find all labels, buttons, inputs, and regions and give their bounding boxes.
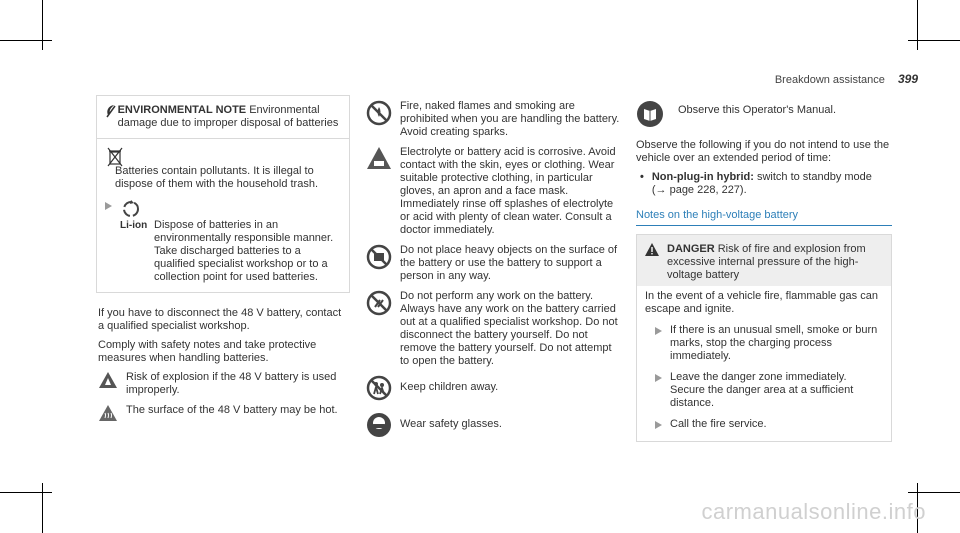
step-leave-zone: Leave the danger zone immediately. Secure the danger area at a sufficient distance. <box>670 371 854 409</box>
no-work-text: Do not perform any work on the battery. Always have any work on the battery carried out at a qualified specialist workshop. Do not disconnect the battery yourself. Do not remove the battery yourself. Do not attempt to open the battery. <box>400 290 618 367</box>
no-heavy-objects-icon <box>366 244 392 283</box>
page-header <box>775 72 918 86</box>
explosion-warning-icon <box>98 371 118 397</box>
column-left <box>96 95 350 433</box>
danger-warning-icon <box>645 243 659 282</box>
bullet-dot: • <box>640 171 644 183</box>
crop-mark <box>917 0 918 50</box>
danger-text: Risk of fire and explosion from excessive internal pressure of the high-voltage battery <box>667 243 866 281</box>
crop-mark <box>908 40 960 41</box>
crop-mark <box>0 40 52 41</box>
step-arrow-icon <box>655 327 662 335</box>
environment-icon <box>105 104 118 130</box>
safety-glasses-text: Wear safety glasses. <box>400 418 502 430</box>
keep-children-away-text: Keep children away. <box>400 381 499 393</box>
step-arrow-icon <box>655 374 662 382</box>
vehicle-fire-text: In the event of a vehicle fire, flammable gas can escape and ignite. <box>645 290 878 315</box>
corrosive-warning-icon <box>366 146 392 237</box>
safety-glasses-icon <box>366 412 392 442</box>
column-right <box>636 100 892 442</box>
operators-manual-icon <box>636 100 664 132</box>
li-ion-label: Li-ion <box>120 220 148 231</box>
crop-mark <box>42 0 43 50</box>
hot-surface-warning-icon <box>98 404 118 426</box>
crop-mark <box>908 492 960 493</box>
crop-mark <box>0 492 52 493</box>
env-note-text: Environmental damage due to improper disposal of batteries <box>117 104 339 129</box>
env-note-title: ENVIRONMENTAL NOTE <box>117 104 247 116</box>
bullet-arrow-icon <box>105 202 112 210</box>
batteries-pollutants-text: Batteries contain pollutants. It is illegal to dispose of them with the household trash. <box>115 165 319 190</box>
page-reference[interactable]: (→ page 228, 227). <box>651 184 747 196</box>
standby-text: switch to standby mode <box>756 171 872 183</box>
column-middle <box>366 100 622 449</box>
hot-surface-warning-text: The surface of the 48 V battery may be hot. <box>126 404 338 416</box>
no-fire-icon <box>366 100 392 139</box>
danger-box <box>636 234 892 442</box>
step-call-fire-service: Call the fire service. <box>670 418 767 430</box>
non-plug-in-hybrid-label: Non-plug-in hybrid: <box>651 171 754 183</box>
section-title-high-voltage: Notes on the high-voltage battery <box>636 209 892 226</box>
step-stop-charging: If there is an unusual smell, smoke or burn marks, stop the charging process immediately. <box>670 324 878 362</box>
environmental-note <box>96 95 350 293</box>
safety-paragraph: Comply with safety notes and take protective measures when handling batteries. <box>98 339 317 364</box>
crop-mark <box>42 483 43 533</box>
watermark: carmanualsonline.info <box>701 499 926 524</box>
section-name: Breakdown assistance <box>774 74 885 86</box>
danger-title: DANGER <box>667 243 715 255</box>
keep-children-away-icon <box>366 375 392 405</box>
no-heavy-objects-text: Do not place heavy objects on the surface of the battery or use the battery to support a person in any way. <box>400 244 618 282</box>
no-fire-text: Fire, naked flames and smoking are prohibited when you are handling the battery. Avoid creating sparks. <box>400 100 620 138</box>
explosion-warning-text: Risk of explosion if the 48 V battery is used improperly. <box>126 371 337 396</box>
dispose-text: Dispose of batteries in an environmentally responsible manner. Take discharged batteries to a qualified specialist workshop or to a collection point for used batteries. <box>154 219 334 283</box>
observe-following-text: Observe the following if you do not intend to use the vehicle over an extended period of time: <box>636 139 890 164</box>
no-work-icon <box>366 290 392 368</box>
page-number: 399 <box>897 72 918 86</box>
corrosive-text: Electrolyte or battery acid is corrosive. Avoid contact with the skin, eyes or clothing. Wear suitable protective clothing, in particular gloves, an apron and a face mask. Immediately rinse off splashes of electrolyte or acid with plenty of clean water. Consult a doctor immediately. <box>400 146 616 236</box>
step-arrow-icon <box>655 421 662 429</box>
disconnect-paragraph: If you have to disconnect the 48 V battery, contact a qualified specialist workshop. <box>98 307 342 332</box>
observe-manual-text: Observe this Operator's Manual. <box>678 104 837 116</box>
